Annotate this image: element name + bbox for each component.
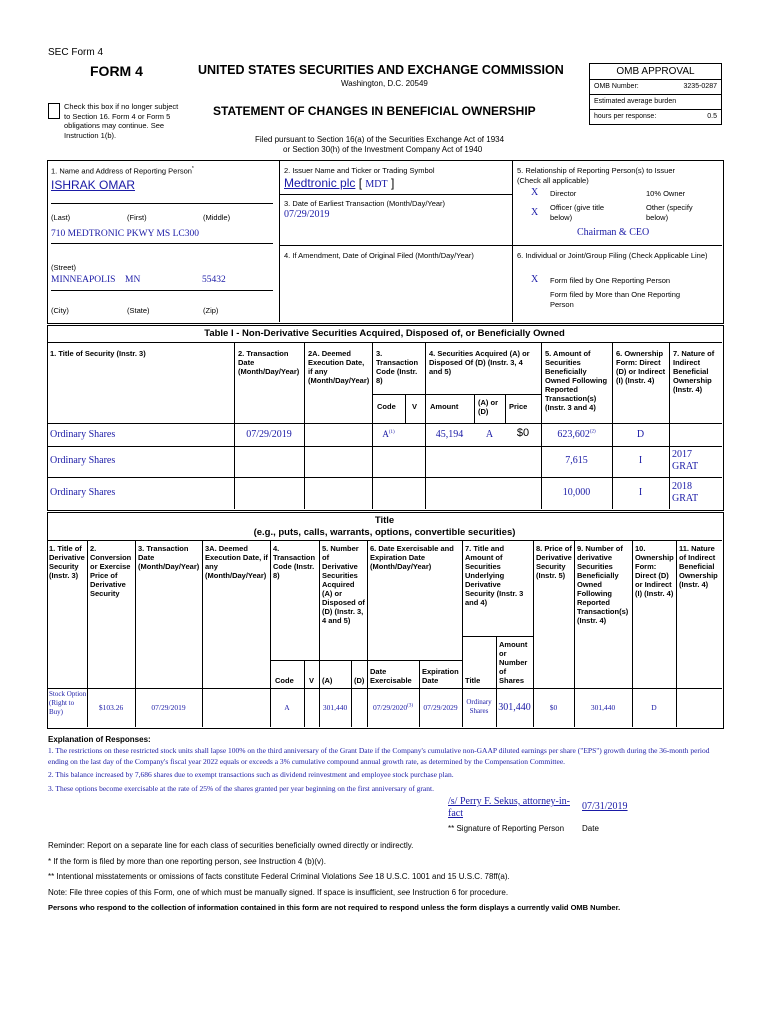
t1-h-deemed: 2A. Deemed Execution Date, if any (Month/Day/Year) — [308, 349, 370, 385]
zip-label: (Zip) — [203, 306, 219, 315]
footer-notes — [48, 838, 720, 916]
officer-title: Chairman & CEO — [577, 227, 650, 238]
one-reporting-label: Form filed by One Reporting Person — [550, 276, 671, 285]
footnote-3: Note: File three copies of this Form, one of which must be manually signed. If space is insufficient, see Instruction 6 for procedure. — [48, 887, 509, 897]
reporting-person-name[interactable]: ISHRAK OMAR — [51, 178, 136, 192]
signature-label: ** Signature of Reporting Person — [448, 824, 565, 833]
more-reporting-label: Form filed by More than One Reporting Person — [550, 290, 681, 309]
t2-row-owned: 301,440 — [590, 703, 616, 712]
box3-label: 3. Date of Earliest Transaction (Month/Day/Year) — [284, 199, 446, 208]
t1-h-nature: 7. Nature of Indirect Beneficial Ownership (Instr. 4) — [673, 349, 715, 394]
t2-h-code: 4. Transaction Code (Instr. 8) — [273, 544, 316, 580]
t2-h-exp: Expiration Date — [422, 667, 459, 685]
omb-hours-label: hours per response: — [594, 113, 657, 120]
explanation-item-3: 3. These options become exercisable at the rate of 25% of the shares granted per year beginning on the first anniversary of grant. — [48, 783, 434, 793]
t1-row1-code: $A^{(1)}$ — [382, 429, 395, 439]
t2-h-deemed: 3A. Deemed Execution Date, if any (Month/Day/Year) — [205, 544, 268, 580]
t2-h-sec-title: Title — [465, 676, 481, 685]
t1-row1-price: $0 — [516, 427, 530, 439]
agency-city: Washington, D.C. 20549 — [341, 79, 428, 88]
t2-row-title: Stock Option (Right to Buy) — [49, 690, 87, 716]
no-longer-subject-checkbox[interactable] — [48, 103, 60, 119]
omb-title: OMB APPROVAL — [590, 64, 721, 80]
box5-label: 5. Relationship of Reporting Person(s) to Issuer (Check all applicable) — [517, 166, 675, 185]
issuer-line: Medtronic plc [ MDT ] — [284, 176, 395, 190]
omb-number-value: 3235-0287 — [683, 83, 717, 90]
t1-row3-form: I — [638, 487, 643, 498]
ticker-symbol: MDT — [365, 179, 388, 190]
zip-value: 55432 — [202, 275, 226, 285]
t2-row-sec-amount: 301,440 — [498, 702, 531, 713]
t1-row2-title: Ordinary Shares — [50, 455, 116, 466]
t2-h-a: (A) — [322, 676, 333, 685]
box1-label: 1. Name and Address of Reporting Person* — [51, 166, 194, 176]
t1-row2-form: I — [638, 455, 643, 466]
signature-name: /s/ Perry F. Sekus, attorney-in-fact — [448, 796, 570, 819]
checkbox-text: Check this box if no longer subject to Section 16. Form 4 or Form 5 obligations may continue. See Instruction 1(b). — [64, 102, 179, 140]
date-label: Date — [582, 824, 599, 833]
t1-row3-nature: 2018 GRAT — [672, 481, 699, 504]
filed-line-1: Filed pursuant to Section 16(a) of the Securities Exchange Act of 1934 — [255, 135, 505, 144]
ten-percent-owner-label: 10% Owner — [646, 189, 686, 198]
omb-approval-box — [589, 63, 722, 125]
table-1-title: Table I - Non-Derivative Securities Acquired, Disposed of, or Beneficially Owned — [204, 328, 565, 339]
box4-label: 4. If Amendment, Date of Original Filed (Month/Day/Year) — [284, 251, 474, 260]
t1-h-price: Price — [509, 402, 528, 411]
t1-h-form: 6. Ownership Form: Direct (D) or Indirect (I) (Instr. 4) — [616, 349, 666, 385]
t2-h-date-ex: Date Exercisable — [370, 667, 412, 685]
omb-hours-value: 0.5 — [707, 113, 717, 120]
agency-title: UNITED STATES SECURITIES AND EXCHANGE COMMISSION — [198, 63, 564, 77]
t1-row1-title: Ordinary Shares — [50, 429, 116, 440]
t1-row1-aord: A — [485, 429, 494, 440]
director-check: X — [531, 187, 539, 198]
street-label: (Street) — [51, 263, 77, 272]
t1-row3-title: Ordinary Shares — [50, 487, 116, 498]
t1-row2-nature: 2017 GRAT — [672, 449, 699, 472]
explanation-item-1: 1. The restrictions on these restricted stock units shall lapse 100% on the third anniversary of the Grant Date if the Company's cumulative non-GAAP diluted earnings per share ("EPS") growth during the 36-month period ending on the last day of the Company's fiscal year 2022 equals or exceeds a 3% cumulative compound annual growth rate, as determined by the Compensation Committee. — [48, 746, 710, 766]
t1-h-v: V — [412, 402, 418, 411]
filed-line-2: or Section 30(h) of the Investment Company Act of 1940 — [283, 145, 483, 154]
t2-row-date: 07/29/2019 — [151, 703, 186, 712]
t1-row1-amount: 45,194 — [435, 429, 464, 440]
t2-h-nature: 11. Nature of Indirect Beneficial Ownership (Instr. 4) — [679, 544, 718, 589]
earliest-transaction-date: 07/29/2019 — [284, 209, 330, 220]
t2-h-price: 8. Price of Derivative Security (Instr. 5) — [536, 544, 572, 580]
t1-h-title: 1. Title of Security (Instr. 3) — [50, 349, 146, 358]
form-title: FORM 4 — [90, 63, 143, 79]
t2-row-expiration: 07/29/2029 — [423, 703, 458, 712]
omb-burden-label: Estimated average burden — [590, 95, 721, 110]
explanation-list — [48, 746, 720, 794]
t2-row-deriv-price: $0 — [549, 703, 558, 712]
box2-label: 2. Issuer Name and Ticker or Trading Symbol — [284, 166, 435, 175]
t2-row-exercisable: 07/29/2020$^{(3)}$ — [372, 703, 413, 712]
t2-h-number: 5. Number of Derivative Securities Acquired (A) or Disposed of (D) (Instr. 3, 4 and 5) — [322, 544, 365, 625]
explanation-label: Explanation of Responses: — [48, 735, 151, 744]
t2-h-d: (D) — [354, 676, 365, 685]
t2-h-title: 1. Title of Derivative Security (Instr. 3) — [49, 544, 85, 580]
t1-h-code-sub: Code — [377, 402, 396, 411]
city-label: (City) — [51, 306, 69, 315]
t1-h-date: 2. Transaction Date (Month/Day/Year) — [238, 349, 300, 376]
t2-h-v: V — [309, 676, 315, 685]
signature-date: 07/31/2019 — [582, 801, 628, 812]
t1-row2-owned: 7,615 — [565, 455, 588, 466]
middle-label: (Middle) — [203, 213, 231, 222]
t1-h-code: 3. Transaction Code (Instr. 8) — [376, 349, 419, 385]
t2-row-a: 301,440 — [322, 703, 348, 712]
t2-h-amount: Amount or Number of Shares — [499, 640, 528, 685]
explanation-item-2: 2. This balance increased by 7,686 shares due to exempt transactions such as dividend reinvestment and employee stock purchase plan. — [48, 770, 454, 779]
reminder-note: Reminder: Report on a separate line for each class of securities beneficially owned directly or indirectly. — [48, 841, 414, 850]
t1-row1-owned: 623,602$^{(2)}$ — [557, 429, 596, 440]
state-label: (State) — [127, 306, 150, 315]
persons-note: Persons who respond to the collection of information contained in this form are not required to respond unless the form displays a currently valid OMB Number. — [48, 903, 621, 912]
t2-h-code-sub: Code — [275, 676, 294, 685]
t1-h-amount: Amount — [430, 402, 459, 411]
officer-label: Officer (give title below) — [550, 203, 605, 222]
t2-h-owned: 9. Number of derivative Securities Beneficially Owned Following Reported Transaction(s) (Instr. 4) — [577, 544, 629, 625]
first-label: (First) — [127, 213, 147, 222]
state-value: MN — [125, 275, 141, 285]
t1-h-aord: (A) or (D) — [478, 398, 498, 416]
footnote-2: ** Intentional misstatements or omissions of facts constitute Federal Criminal Violations See 18 U.S.C. 1001 and 15 U.S.C. 78ff(a). — [48, 872, 510, 881]
t2-row-sec-title: Ordinary Shares — [466, 698, 492, 715]
one-reporting-check: X — [531, 274, 539, 285]
director-label: Director — [550, 189, 577, 198]
t2-row-price: $103.26 — [98, 703, 124, 712]
other-label: Other (specify below) — [646, 203, 693, 222]
issuer-name[interactable]: Medtronic plc — [284, 176, 356, 190]
box6-label: 6. Individual or Joint/Group Filing (Check Applicable Line) — [517, 251, 708, 260]
t2-row-form: D — [651, 703, 657, 712]
sec-form-label: SEC Form 4 — [48, 47, 104, 58]
t2-h-conversion: 2. Conversion or Exercise Price of Derivative Security — [90, 544, 132, 598]
street-address: 710 MEDTRONIC PKWY MS LC300 — [51, 229, 199, 239]
table-2-title: Title (e.g., puts, calls, warrants, options, convertible securities) — [253, 515, 516, 538]
city-value: MINNEAPOLIS — [51, 275, 116, 285]
t1-h-owned: 5. Amount of Securities Beneficially Owned Following Reported Transaction(s) (Instr. 3 and 4) — [545, 349, 608, 412]
t2-h-exercisable: 6. Date Exercisable and Expiration Date (Month/Day/Year) — [370, 544, 454, 571]
t1-row1-form: D — [636, 429, 645, 440]
footnote-1: * If the form is filed by more than one reporting person, see Instruction 4 (b)(v). — [48, 856, 326, 866]
statement-title: STATEMENT OF CHANGES IN BENEFICIAL OWNERSHIP — [213, 104, 536, 118]
t2-h-form: 10. Ownership Form: Direct (D) or Indirect (I) (Instr. 4) — [635, 544, 674, 598]
last-label: (Last) — [51, 213, 71, 222]
t1-h-acquired: 4. Securities Acquired (A) or Disposed Of (D) (Instr. 3, 4 and 5) — [429, 349, 530, 376]
officer-check: X — [531, 207, 539, 218]
t2-row-code: A — [284, 703, 290, 712]
t2-h-date: 3. Transaction Date (Month/Day/Year) — [138, 544, 200, 571]
t1-row1-date: 07/29/2019 — [246, 429, 292, 440]
omb-number-label: OMB Number: — [594, 83, 639, 90]
t1-row3-owned: 10,000 — [562, 487, 591, 498]
t2-h-underlying: 7. Title and Amount of Securities Underlying Derivative Security (Instr. 3 and 4) — [465, 544, 524, 607]
